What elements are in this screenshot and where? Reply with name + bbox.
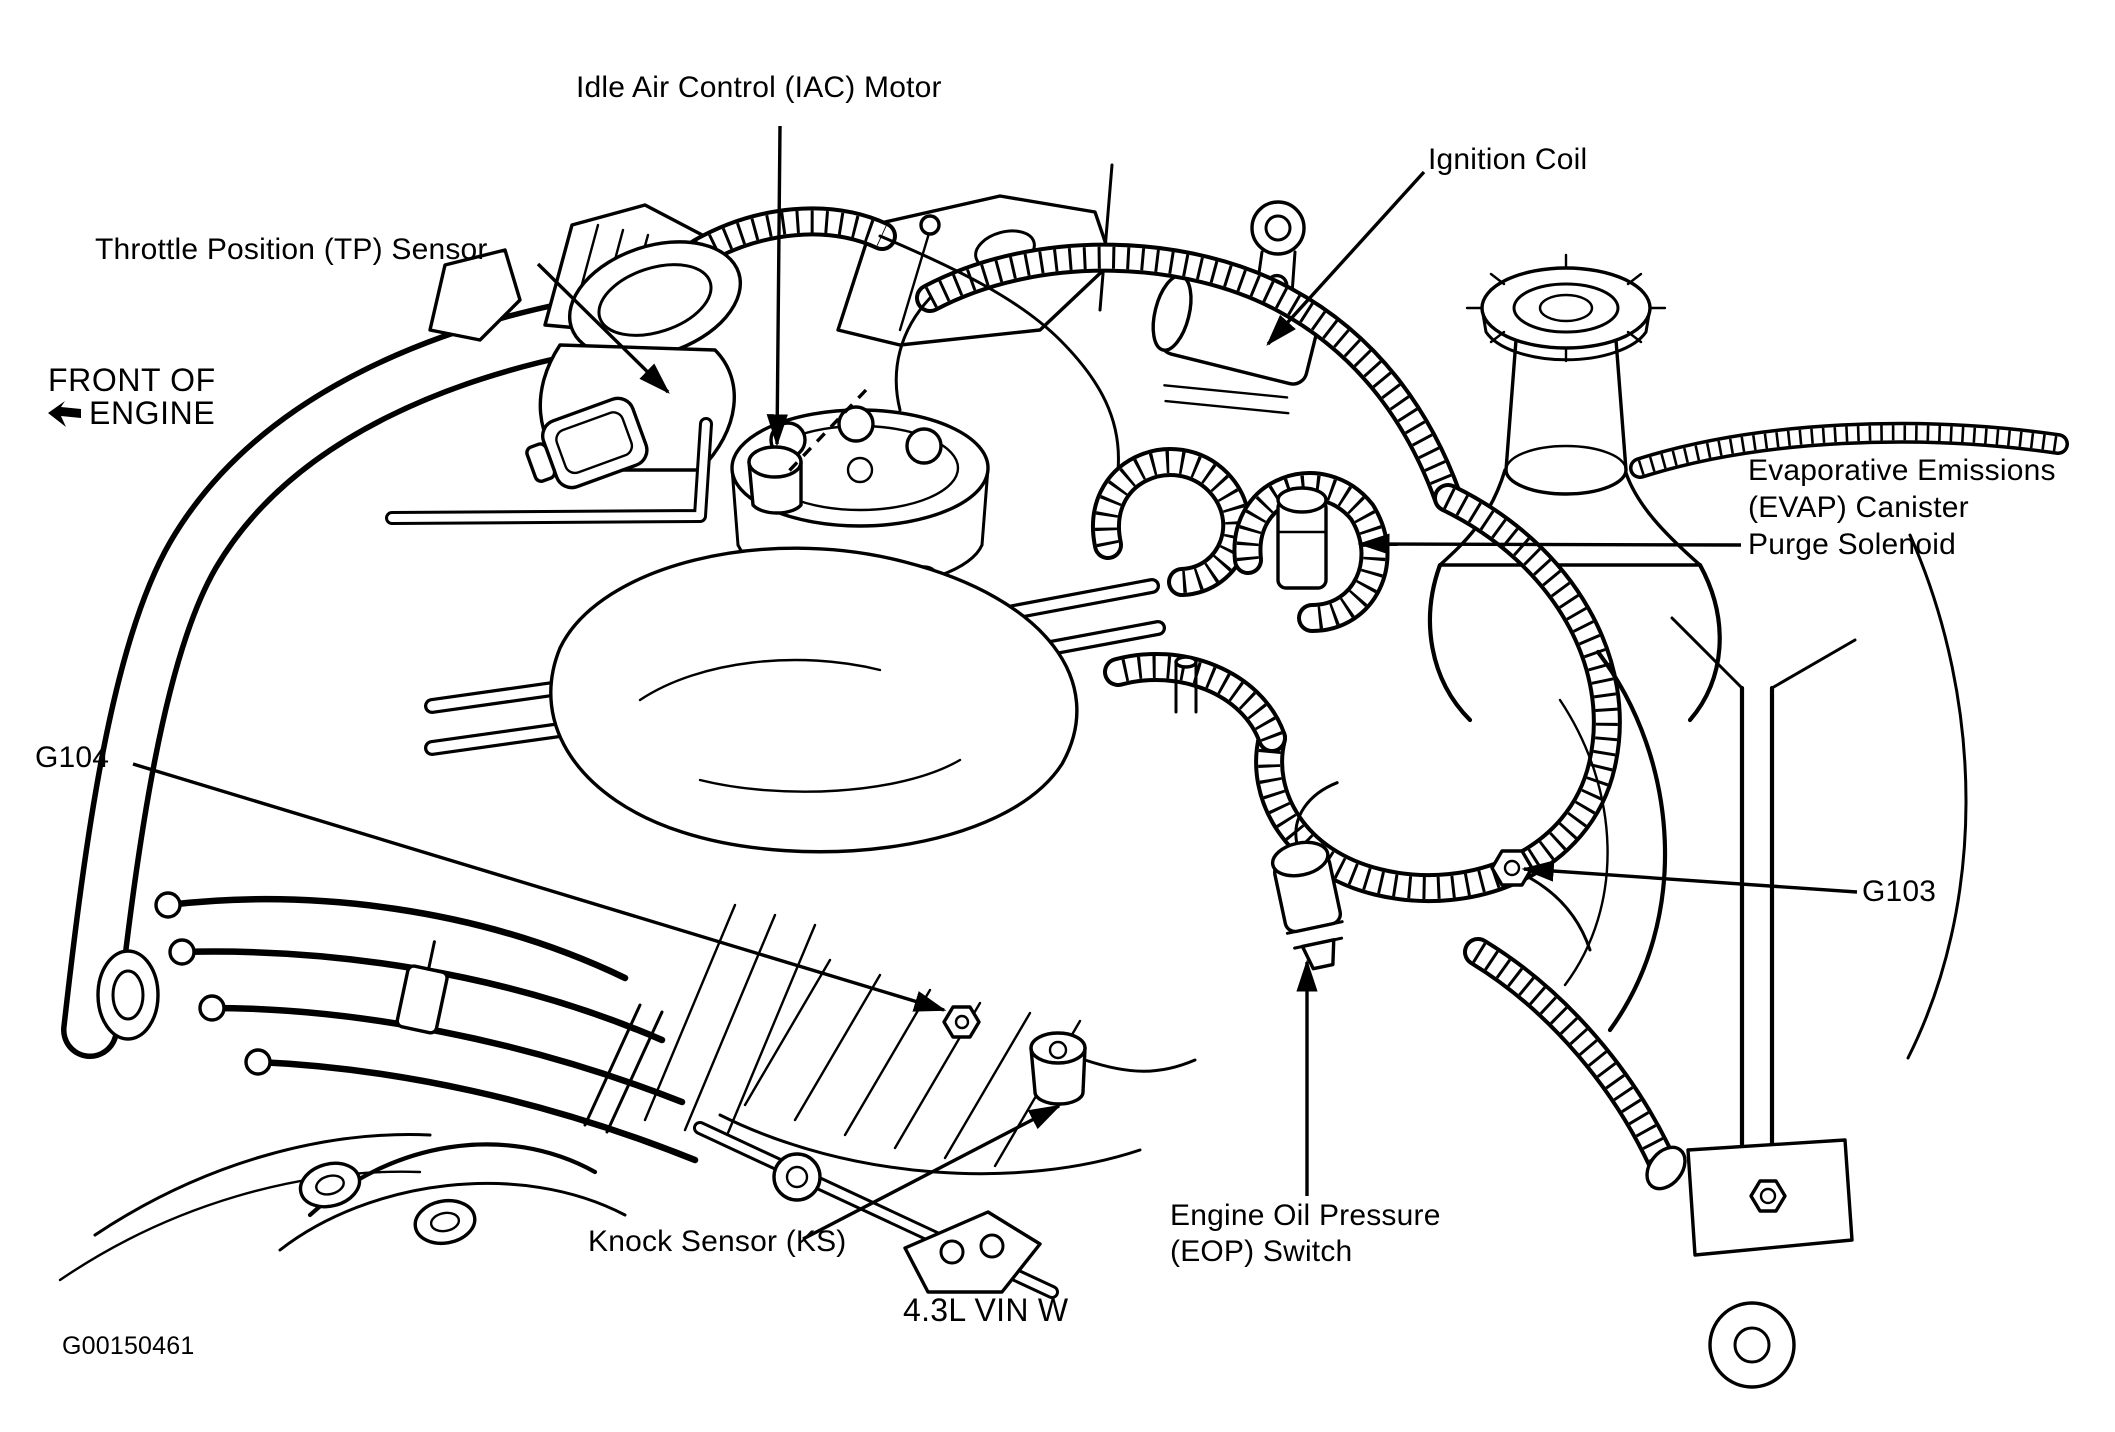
g103-leader-line	[1524, 869, 1857, 892]
engine-variant-caption: 4.3L VIN W	[903, 1292, 1069, 1328]
callout-label-ignition-coil: Ignition Coil	[1428, 143, 1588, 176]
callout-label-g103: G103	[1862, 875, 1937, 908]
ground-point-g104	[944, 1007, 979, 1037]
engine-illustration	[60, 165, 2058, 1387]
lower-bracket	[700, 1128, 1052, 1292]
evap-leader-line	[1360, 544, 1741, 545]
eop-label-line-1: Engine Oil Pressure	[1170, 1199, 1441, 1232]
iac-leader-line	[777, 126, 780, 444]
callout-label-iac-motor: Idle Air Control (IAC) Motor	[576, 71, 942, 104]
front-of-engine-arrow-icon	[48, 401, 82, 427]
callout-label-evap	[1748, 452, 2056, 563]
front-of-engine-word: ENGINE	[89, 395, 216, 431]
idle-air-control-motor	[749, 447, 801, 513]
front-of-engine-line-2	[48, 397, 216, 430]
eop-label-line-2: (EOP) Switch	[1170, 1235, 1353, 1268]
callout-label-g104: G104	[35, 741, 110, 774]
figure-code: G00150461	[62, 1332, 195, 1360]
spark-plug-wires	[98, 893, 695, 1160]
evap-canister-purge-solenoid	[1278, 488, 1326, 588]
frame-rail	[1672, 618, 1855, 1387]
callout-label-knock-sensor: Knock Sensor (KS)	[588, 1225, 847, 1258]
coolant-reservoir	[1430, 255, 1720, 720]
callout-label-eop-switch	[1170, 1198, 1441, 1270]
evap-label-line-3: Purge Solenoid	[1748, 528, 1956, 561]
front-of-engine-line-1: FRONT OF	[48, 362, 216, 398]
ignition-coil-leader-line	[1268, 172, 1424, 344]
callout-label-tp-sensor: Throttle Position (TP) Sensor	[95, 233, 488, 266]
knock-sensor	[1031, 1033, 1195, 1104]
front-of-engine-note	[48, 364, 216, 430]
evap-label-line-1: Evaporative Emissions	[1748, 454, 2056, 487]
evap-label-line-2: (EVAP) Canister	[1748, 491, 1969, 524]
engine-block	[551, 535, 1966, 1174]
